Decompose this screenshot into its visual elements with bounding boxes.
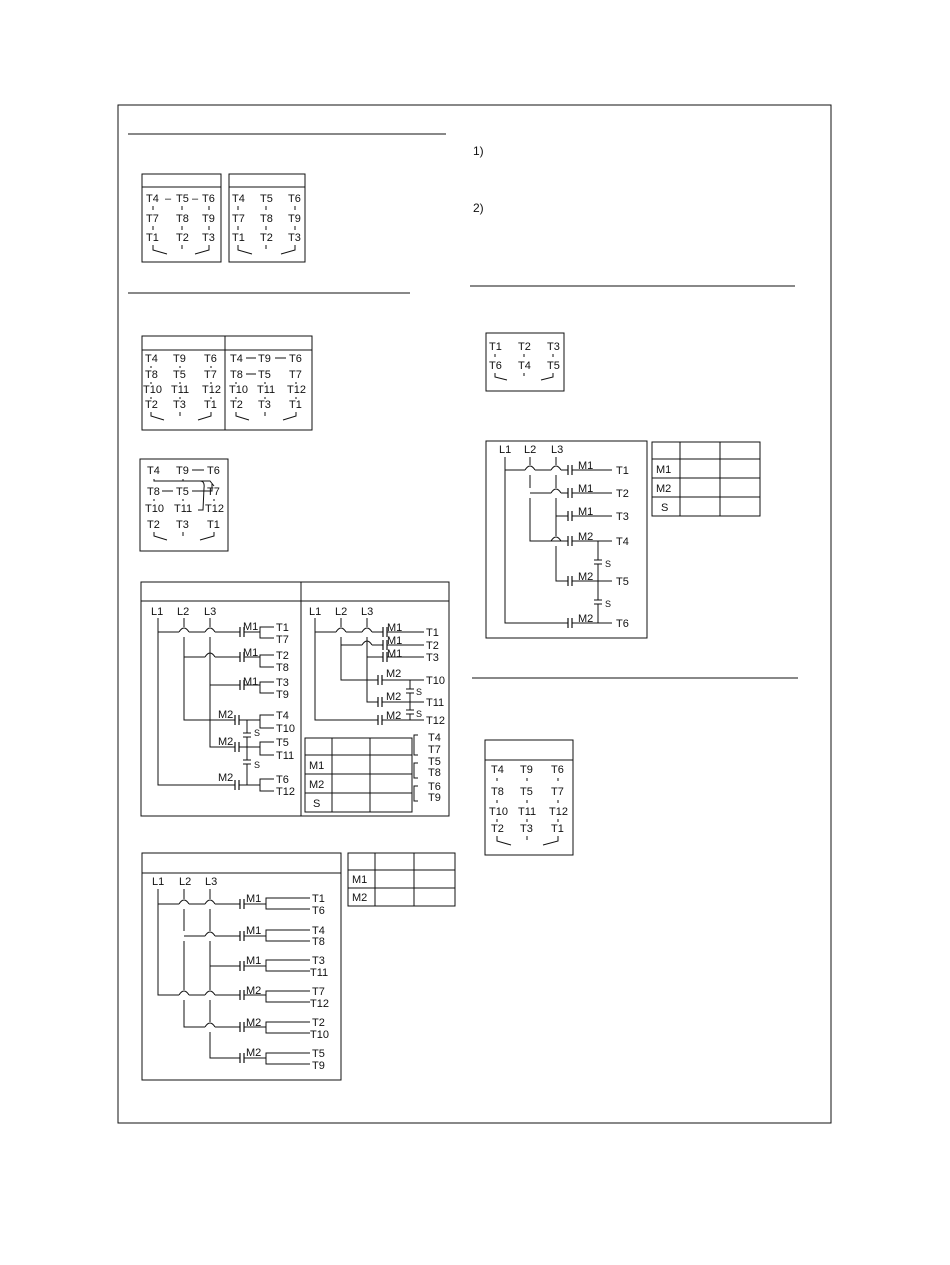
line-label: L3 xyxy=(361,606,374,618)
terminal-label: T2 xyxy=(176,232,189,244)
terminal-label: T6 xyxy=(428,781,441,793)
terminal-label: T2 xyxy=(260,232,273,244)
terminal-label: T3 xyxy=(288,232,301,244)
schematic-bottom-left xyxy=(142,853,341,1080)
terminal-label: T5 xyxy=(428,756,441,768)
terminal-label: – xyxy=(165,193,172,205)
terminal-label: T6 xyxy=(276,774,289,786)
terminal-label: T4 xyxy=(232,193,245,205)
terminal-label: T5 xyxy=(616,576,629,588)
terminal-label: T12 xyxy=(205,503,224,515)
terminal-label: T3 xyxy=(520,823,533,835)
terminal-box-right-12-lead xyxy=(485,740,573,855)
terminal-label: T9 xyxy=(258,353,271,365)
line-label: L2 xyxy=(179,876,192,888)
terminal-label: T1 xyxy=(232,232,245,244)
line-label: L2 xyxy=(524,444,537,456)
terminal-label: T10 xyxy=(310,1029,329,1041)
terminal-label: T6 xyxy=(288,193,301,205)
terminal-label: T8 xyxy=(230,369,243,381)
terminal-label: – xyxy=(192,193,199,205)
terminal-label: T12 xyxy=(426,715,445,727)
terminal-label: T8 xyxy=(145,369,158,381)
terminal-label: T6 xyxy=(204,353,217,365)
terminal-label: T7 xyxy=(204,369,217,381)
terminal-label: T4 xyxy=(276,710,289,722)
terminal-label: T4 xyxy=(518,360,531,372)
line-label: L1 xyxy=(152,876,165,888)
terminal-label: T10 xyxy=(145,503,164,515)
contact-label: S xyxy=(254,760,261,770)
contact-label: M1 xyxy=(578,483,594,495)
contact-label: M2 xyxy=(246,1017,262,1029)
contact-label: M1 xyxy=(387,635,403,647)
sequence-row-label: S xyxy=(313,798,321,810)
terminal-label: T9 xyxy=(276,689,289,701)
terminal-label: T2 xyxy=(426,640,439,652)
sequence-row-label: S xyxy=(661,502,669,514)
terminal-label: T6 xyxy=(202,193,215,205)
terminal-label: T7 xyxy=(276,634,289,646)
terminal-label: T6 xyxy=(289,353,302,365)
line-label: L2 xyxy=(177,606,190,618)
contact-label: M1 xyxy=(246,955,262,967)
terminal-label: T1 xyxy=(276,622,289,634)
terminal-label: T7 xyxy=(312,986,325,998)
terminal-label: T10 xyxy=(229,384,248,396)
terminal-label: T8 xyxy=(276,662,289,674)
contact-label: M1 xyxy=(246,893,262,905)
schematic-two-panel xyxy=(141,582,449,816)
terminal-label: T7 xyxy=(428,744,441,756)
contact-label: M2 xyxy=(386,710,402,722)
terminal-label: T4 xyxy=(230,353,243,365)
terminal-label: T2 xyxy=(616,488,629,500)
sequence-row-label: M1 xyxy=(352,874,368,886)
terminal-label: T5 xyxy=(176,193,189,205)
terminal-label: T4 xyxy=(428,732,441,744)
terminal-label: T4 xyxy=(145,353,158,365)
line-label: L1 xyxy=(309,606,322,618)
terminal-label: T3 xyxy=(426,652,439,664)
contact-label: M2 xyxy=(246,985,262,997)
schematic-right xyxy=(486,441,647,638)
terminal-label: T6 xyxy=(489,360,502,372)
terminal-label: T3 xyxy=(202,232,215,244)
terminal-label: T5 xyxy=(258,369,271,381)
terminal-label: T2 xyxy=(145,399,158,411)
line-label: L1 xyxy=(499,444,512,456)
contact-label: M2 xyxy=(218,709,234,721)
contact-label: S xyxy=(605,559,612,569)
terminal-label: T7 xyxy=(207,486,220,498)
terminal-label: T1 xyxy=(146,232,159,244)
terminal-label: T5 xyxy=(520,786,533,798)
terminal-label: T1 xyxy=(489,341,502,353)
terminal-label: T1 xyxy=(312,893,325,905)
step-2-label: 2) xyxy=(473,201,484,215)
line-label: L3 xyxy=(204,606,217,618)
terminal-label: T6 xyxy=(616,618,629,630)
contact-label: M1 xyxy=(387,622,403,634)
sequence-table-bottom xyxy=(348,853,455,906)
terminal-label: T1 xyxy=(207,519,220,531)
terminal-label: T5 xyxy=(312,1048,325,1060)
terminal-label: T4 xyxy=(147,465,160,477)
terminal-label: T2 xyxy=(491,823,504,835)
terminal-label: T4 xyxy=(616,536,629,548)
sequence-row-label: M2 xyxy=(656,483,672,495)
contact-label: M2 xyxy=(578,571,594,583)
terminal-label: T5 xyxy=(173,369,186,381)
contact-label: M1 xyxy=(243,621,259,633)
terminal-label: T9 xyxy=(520,764,533,776)
terminal-label: T1 xyxy=(204,399,217,411)
terminal-label: T2 xyxy=(312,1017,325,1029)
contact-label: M2 xyxy=(386,668,402,680)
page-frame xyxy=(118,105,831,1123)
terminal-label: T9 xyxy=(288,213,301,225)
terminal-label: T11 xyxy=(518,806,537,818)
terminal-box-12-lead-pair xyxy=(142,336,312,430)
terminal-label: T8 xyxy=(428,767,441,779)
terminal-label: T5 xyxy=(276,737,289,749)
terminal-box-right-6-lead xyxy=(486,333,564,391)
contact-label: S xyxy=(416,687,423,697)
terminal-label: T12 xyxy=(202,384,221,396)
terminal-box-b xyxy=(229,174,305,262)
terminal-label: T5 xyxy=(260,193,273,205)
terminal-label: T1 xyxy=(426,627,439,639)
terminal-label: T8 xyxy=(176,213,189,225)
terminal-label: T2 xyxy=(230,399,243,411)
terminal-label: T12 xyxy=(276,786,295,798)
terminal-label: T3 xyxy=(547,341,560,353)
contact-label: M1 xyxy=(578,460,594,472)
terminal-label: T4 xyxy=(491,764,504,776)
terminal-label: T8 xyxy=(147,486,160,498)
terminal-label: T4 xyxy=(312,925,325,937)
terminal-label: T2 xyxy=(518,341,531,353)
terminal-label: T12 xyxy=(287,384,306,396)
terminal-label: T7 xyxy=(232,213,245,225)
contact-label: M1 xyxy=(387,648,403,660)
terminal-label: T6 xyxy=(207,465,220,477)
terminal-label: T10 xyxy=(143,384,162,396)
line-label: L3 xyxy=(205,876,218,888)
sequence-row-label: M2 xyxy=(352,892,368,904)
terminal-label: T3 xyxy=(276,677,289,689)
terminal-label: T10 xyxy=(276,723,295,735)
terminal-label: T9 xyxy=(202,213,215,225)
sequence-table-right xyxy=(652,442,760,516)
terminal-label: T3 xyxy=(312,955,325,967)
contact-label: M1 xyxy=(578,506,594,518)
terminal-box-jumper xyxy=(140,459,228,551)
terminal-label: T11 xyxy=(310,967,329,979)
contact-label: M2 xyxy=(218,772,234,784)
contact-label: M2 xyxy=(578,531,594,543)
terminal-label: T5 xyxy=(176,486,189,498)
contact-label: S xyxy=(605,599,612,609)
terminal-label: T3 xyxy=(616,511,629,523)
terminal-label: T3 xyxy=(173,399,186,411)
terminal-label: T7 xyxy=(289,369,302,381)
terminal-label: T12 xyxy=(549,806,568,818)
terminal-label: T11 xyxy=(257,384,276,396)
terminal-label: T7 xyxy=(146,213,159,225)
sequence-row-label: M1 xyxy=(309,760,325,772)
terminal-label: T8 xyxy=(491,786,504,798)
contact-label: S xyxy=(254,728,261,738)
terminal-label: T9 xyxy=(312,1060,325,1072)
contact-label: S xyxy=(416,709,423,719)
line-label: L1 xyxy=(151,606,164,618)
terminal-label: T11 xyxy=(276,750,295,762)
step-1-label: 1) xyxy=(473,144,484,158)
terminal-label: T3 xyxy=(176,519,189,531)
contact-label: M2 xyxy=(386,691,402,703)
terminal-label: T6 xyxy=(551,764,564,776)
contact-label: M2 xyxy=(246,1047,262,1059)
terminal-label: T4 xyxy=(146,193,159,205)
terminal-label: T5 xyxy=(547,360,560,372)
terminal-label: T1 xyxy=(551,823,564,835)
terminal-label: T11 xyxy=(174,503,193,515)
line-label: L3 xyxy=(551,444,564,456)
sequence-row-label: M1 xyxy=(656,464,672,476)
contact-label: M2 xyxy=(218,736,234,748)
terminal-label: T9 xyxy=(428,792,441,804)
terminal-label: T1 xyxy=(289,399,302,411)
contact-label: M2 xyxy=(578,613,594,625)
terminal-label: T8 xyxy=(312,936,325,948)
contact-label: M1 xyxy=(243,647,259,659)
terminal-label: T10 xyxy=(489,806,508,818)
terminal-label: T1 xyxy=(616,465,629,477)
terminal-label: T9 xyxy=(173,353,186,365)
terminal-label: T11 xyxy=(426,697,445,709)
terminal-label: T11 xyxy=(171,384,190,396)
terminal-label: T2 xyxy=(276,650,289,662)
terminal-box-a xyxy=(142,174,221,262)
terminal-label: T12 xyxy=(310,998,329,1010)
contact-label: M1 xyxy=(243,676,259,688)
terminal-label: T10 xyxy=(426,675,445,687)
line-label: L2 xyxy=(335,606,348,618)
terminal-label: T9 xyxy=(176,465,189,477)
terminal-label: T3 xyxy=(258,399,271,411)
terminal-label: T6 xyxy=(312,905,325,917)
sequence-row-label: M2 xyxy=(309,779,325,791)
contact-label: M1 xyxy=(246,925,262,937)
terminal-label: T8 xyxy=(260,213,273,225)
terminal-label: T7 xyxy=(551,786,564,798)
terminal-label: T2 xyxy=(147,519,160,531)
